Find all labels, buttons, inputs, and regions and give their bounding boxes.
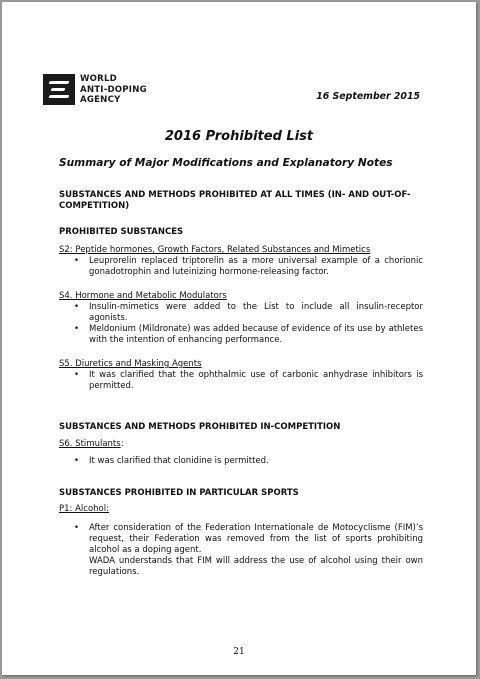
p1-bullet-1-text-1: • After consideration of the Federation Internationale de Motocyclisme (FIM)’s request, their Federation was removed from the list of sports prohibiting alcohol as a doping agent. xyxy=(89,523,423,555)
s6-heading-colon: : xyxy=(120,439,124,449)
s2-heading xyxy=(59,245,423,256)
p1-bullet-1-text-2: WADA understands that FIM will address the use of alcohol using their own regulations. xyxy=(89,556,423,577)
p1-heading xyxy=(59,504,423,515)
s6-heading xyxy=(59,439,423,450)
s4-heading xyxy=(59,291,423,302)
prohibited-substances-heading: PROHIBITED SUBSTANCES xyxy=(59,227,184,237)
p1-heading-text: P1: Alcohol: xyxy=(59,504,109,514)
logo-line-1: WORLD xyxy=(80,74,118,84)
document-subtitle: Summary of Major Modifications and Explanatory Notes xyxy=(59,157,393,169)
document-body xyxy=(59,190,423,578)
wada-logo-icon xyxy=(43,74,75,105)
p1-list xyxy=(59,523,423,578)
document-page xyxy=(2,2,476,675)
s6-bullet-1: • It was clarified that clonidine is permitted. xyxy=(59,456,423,467)
logo-line-2: ANTI-DOPING xyxy=(80,84,147,95)
wada-logo xyxy=(43,74,147,106)
s6-list xyxy=(59,456,423,467)
logo-line-3: AGENCY xyxy=(80,95,121,106)
s6-heading-text: S6. Stimulants xyxy=(59,439,121,449)
document-date: 16 September 2015 xyxy=(316,91,420,102)
section-heading-all-times: SUBSTANCES AND METHODS PROHIBITED AT ALL TIMES (IN- AND OUT-OF-COMPETITION) xyxy=(59,190,411,211)
section-heading-in-competition: SUBSTANCES AND METHODS PROHIBITED IN-COMPETITION xyxy=(59,422,341,432)
s4-bullet-1: • Insulin-mimetics were added to the List to include all insulin-receptor agonists. xyxy=(59,302,423,324)
s2-heading-text: S2: Peptide hormones, Growth Factors, Related Substances and Mimetics xyxy=(59,245,371,255)
s5-list xyxy=(59,370,423,392)
s2-list xyxy=(59,256,423,278)
s5-heading-text: S5. Diuretics and Masking Agents xyxy=(59,359,202,369)
document-title: 2016 Prohibited List xyxy=(164,129,314,144)
wada-logo-text xyxy=(80,74,147,106)
s4-bullet-2: • Meldonium (Mildronate) was added because of evidence of its use by athletes with the intention of enhancing performance. xyxy=(59,324,423,346)
s2-bullet-1: • Leuprorelin replaced triptorelin as a more universal example of a chorionic gonadotrophin and luteinizing hormone-releasing factor. xyxy=(59,256,423,278)
p1-bullet-1 xyxy=(59,523,423,578)
s4-heading-text: S4. Hormone and Metabolic Modulators xyxy=(59,291,227,301)
s5-bullet-1: • It was clarified that the ophthalmic use of carbonic anhydrase inhibitors is permitted. xyxy=(59,370,423,392)
section-heading-particular-sports: SUBSTANCES PROHIBITED IN PARTICULAR SPORTS xyxy=(59,488,299,498)
s4-list xyxy=(59,302,423,346)
page-number: 21 xyxy=(233,647,245,657)
s5-heading xyxy=(59,359,423,370)
